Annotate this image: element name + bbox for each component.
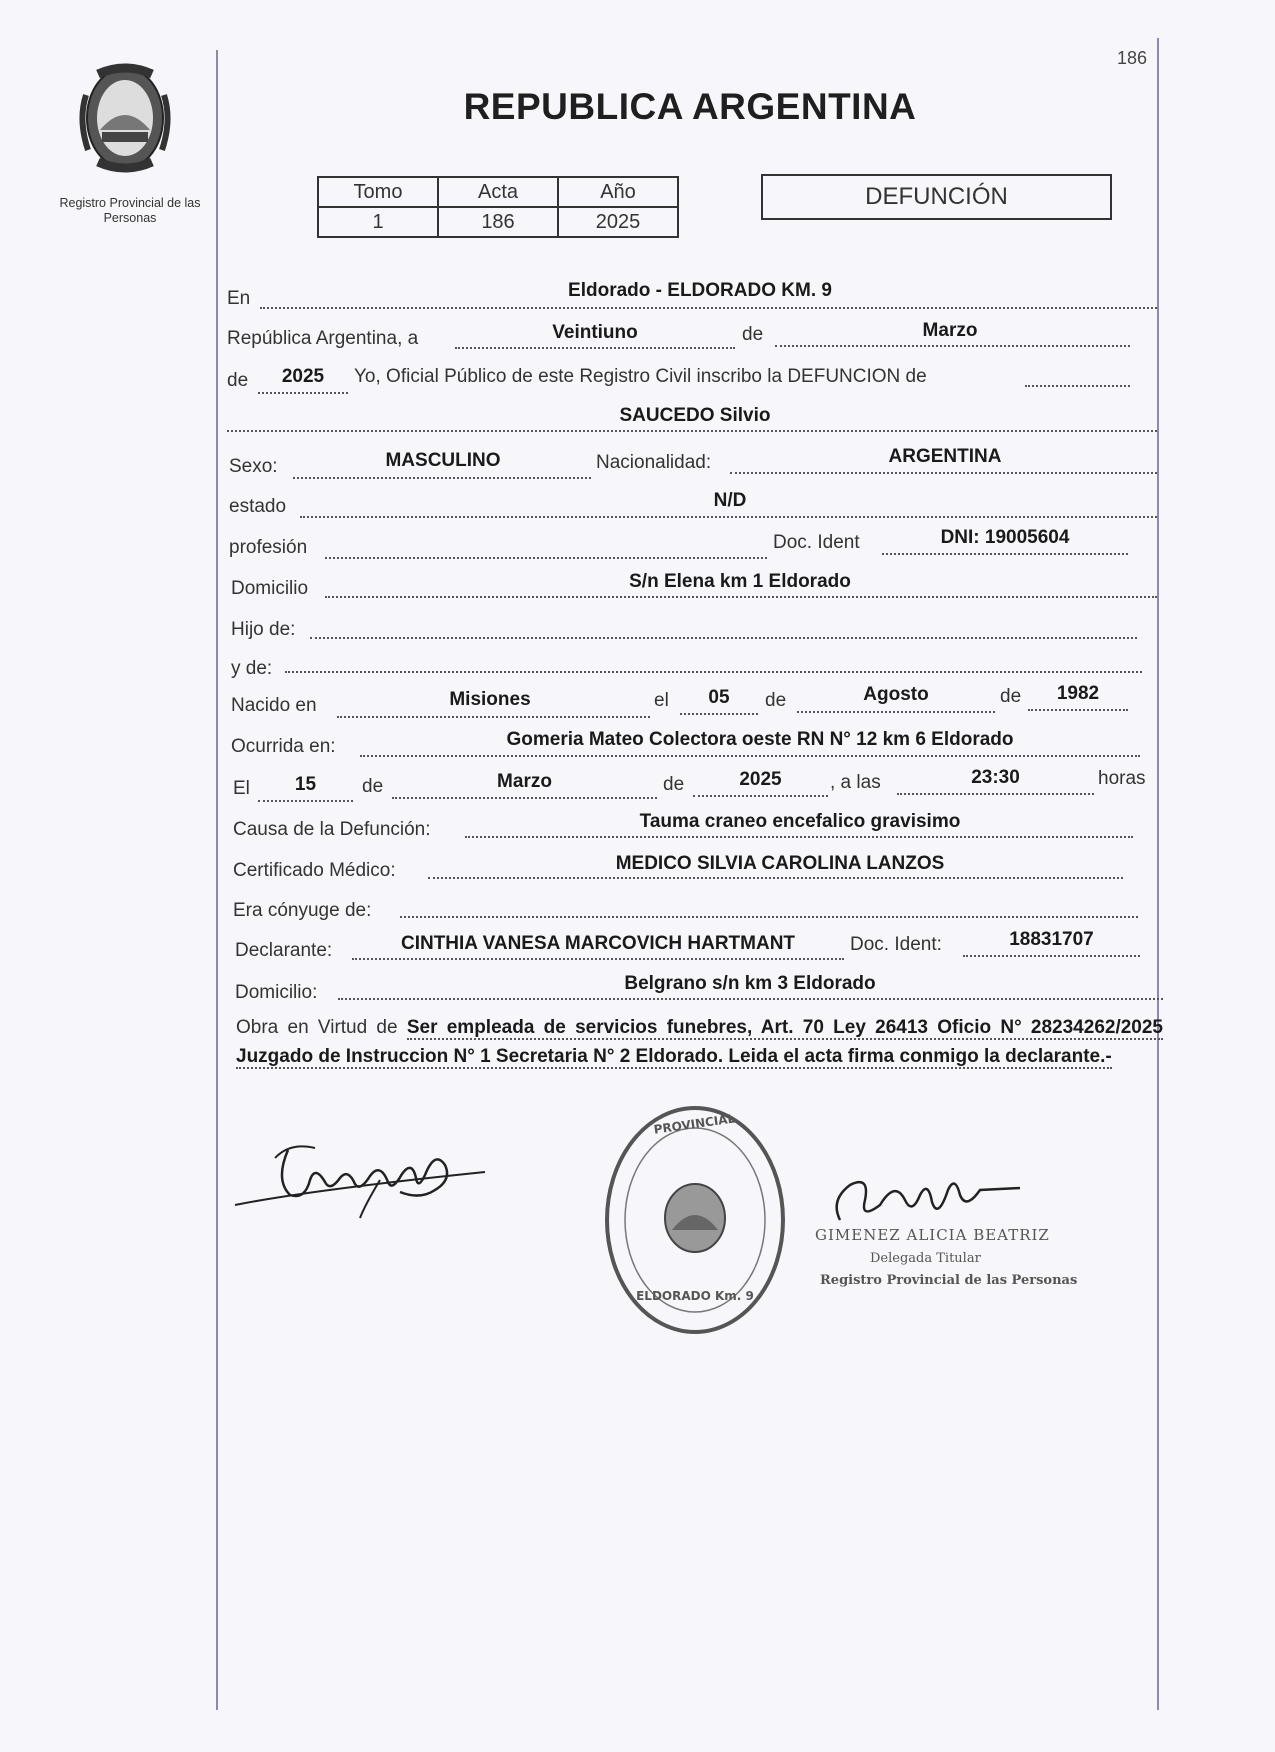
death-month-value: Marzo bbox=[497, 771, 552, 792]
birth-month-dotted-line bbox=[797, 711, 995, 713]
declarante-dotted-line bbox=[352, 958, 844, 960]
el2-label: El bbox=[233, 778, 250, 799]
obra-label: Obra en Virtud de bbox=[236, 1017, 398, 1038]
name-dotted-line bbox=[227, 430, 1157, 432]
horas-label: horas bbox=[1098, 768, 1146, 789]
month-dotted-line bbox=[775, 345, 1130, 347]
causa-value: Tauma craneo encefalico gravisimo bbox=[639, 811, 961, 832]
page-number: 186 bbox=[1117, 48, 1148, 68]
death-day-dotted-line bbox=[258, 800, 353, 802]
declarante-doc-dotted-line bbox=[963, 955, 1140, 957]
acta-value: 186 bbox=[438, 207, 558, 237]
domicilio2-label: Domicilio: bbox=[235, 982, 318, 1003]
sexo-label: Sexo: bbox=[229, 456, 278, 477]
de5-label: de bbox=[362, 776, 384, 797]
year-dotted-line bbox=[258, 392, 348, 394]
nacido-en-dotted-line bbox=[337, 716, 650, 718]
y-de-dotted-line bbox=[285, 671, 1142, 673]
sexo-dotted-line bbox=[293, 477, 591, 479]
conyuge-label: Era cónyuge de: bbox=[233, 900, 372, 921]
svg-text:ELDORADO Km. 9: ELDORADO Km. 9 bbox=[636, 1289, 754, 1303]
declarant-signature bbox=[230, 1120, 500, 1220]
de4-label: de bbox=[1000, 686, 1022, 707]
causa-dotted-line bbox=[465, 836, 1133, 838]
declarante-domicilio-value: Belgrano s/n km 3 Eldorado bbox=[624, 973, 876, 994]
estado-value: N/D bbox=[713, 490, 747, 511]
month-value: Marzo bbox=[922, 320, 978, 341]
nacido-en-value: Misiones bbox=[449, 689, 531, 710]
yo-text: Yo, Oficial Público de este Registro Civil inscribo la DEFUNCION de bbox=[354, 366, 927, 387]
a-las-label: , a las bbox=[830, 772, 881, 793]
nacionalidad-label: Nacionalidad: bbox=[596, 452, 712, 473]
domicilio-dotted-line bbox=[325, 596, 1157, 598]
country-title: REPUBLICA ARGENTINA bbox=[463, 86, 917, 127]
right-margin-rule bbox=[1157, 38, 1159, 1710]
doc-ident-value: DNI: 19005604 bbox=[940, 527, 1070, 548]
declarante-label: Declarante: bbox=[235, 940, 333, 961]
declarante-domicilio-dotted-line bbox=[338, 998, 1163, 1000]
obra-en-virtud-paragraph bbox=[236, 1013, 1163, 1071]
de2-label: de bbox=[227, 370, 249, 391]
agency-name: Registro Provincial de las Personas bbox=[59, 196, 201, 225]
hijo-de-label: Hijo de: bbox=[231, 619, 296, 640]
certificado-value: MEDICO SILVIA CAROLINA LANZOS bbox=[615, 853, 945, 874]
obra-text: Ser empleada de servicios funebres, Art. 70 Ley 26413 Oficio N° 28234262/2025 Juzgado de Instruccion N° 1 Secretaria N° 2 Eldorado. Leida el acta firma conmigo la declarante.- bbox=[236, 1017, 1164, 1067]
day-words-value: Veintiuno bbox=[552, 322, 638, 343]
year-value: 2025 bbox=[281, 366, 325, 387]
y-de-label: y de: bbox=[231, 658, 273, 679]
death-year-value: 2025 bbox=[739, 769, 782, 790]
ocurrida-dotted-line bbox=[360, 755, 1140, 757]
tomo-value: 1 bbox=[318, 207, 438, 237]
official-signature bbox=[820, 1160, 1030, 1230]
tomo-acta-ano-table bbox=[317, 176, 679, 238]
profesion-label: profesión bbox=[229, 537, 308, 558]
acta-header: Acta bbox=[438, 177, 558, 207]
de-label: de bbox=[742, 324, 764, 345]
birth-year-value: 1982 bbox=[1056, 683, 1100, 704]
nacionalidad-value: ARGENTINA bbox=[888, 446, 1002, 467]
certificado-label: Certificado Médico: bbox=[233, 860, 396, 881]
left-margin-rule bbox=[216, 50, 218, 1710]
ano-value: 2025 bbox=[558, 207, 678, 237]
death-time-dotted-line bbox=[897, 793, 1094, 795]
province-coat-of-arms-logo bbox=[70, 60, 180, 180]
death-time-value: 23:30 bbox=[971, 767, 1020, 788]
deceased-name-value: SAUCEDO Silvio bbox=[619, 405, 771, 426]
estado-label: estado bbox=[229, 496, 287, 517]
de3-label: de bbox=[765, 690, 787, 711]
certificado-dotted-line bbox=[428, 877, 1123, 879]
el-label: el bbox=[654, 690, 669, 711]
de6-label: de bbox=[663, 774, 685, 795]
estado-dotted-line bbox=[300, 516, 1157, 518]
causa-label: Causa de la Defunción: bbox=[233, 819, 431, 840]
official-name: GIMENEZ ALICIA BEATRIZ bbox=[815, 1226, 1050, 1244]
en-label: En bbox=[227, 288, 251, 309]
place-dotted-line bbox=[260, 307, 1157, 309]
nacionalidad-dotted-line bbox=[730, 472, 1157, 474]
official-role: Delegada Titular bbox=[870, 1251, 981, 1266]
conyuge-dotted-line bbox=[400, 916, 1138, 918]
declarante-value: CINTHIA VANESA MARCOVICH HARTMANT bbox=[400, 933, 796, 954]
republica-label: República Argentina, a bbox=[227, 328, 419, 349]
registry-official-seal bbox=[600, 1100, 790, 1340]
ocurrida-label: Ocurrida en: bbox=[231, 736, 336, 757]
ocurrida-value: Gomeria Mateo Colectora oeste RN N° 12 km 6 Eldorado bbox=[506, 729, 1014, 750]
birth-year-dotted-line bbox=[1028, 709, 1128, 711]
official-agency: Registro Provincial de las Personas bbox=[820, 1273, 1078, 1288]
profesion-dotted-line bbox=[325, 557, 767, 559]
death-day-value: 15 bbox=[294, 774, 317, 795]
place-value: Eldorado - ELDORADO KM. 9 bbox=[568, 280, 832, 301]
domicilio-value: S/n Elena km 1 Eldorado bbox=[629, 571, 851, 592]
death-month-dotted-line bbox=[392, 797, 657, 799]
svg-text:PROVINCIAL: PROVINCIAL bbox=[652, 1111, 736, 1137]
doc-ident2-label: Doc. Ident: bbox=[850, 934, 942, 955]
birth-month-value: Agosto bbox=[863, 684, 929, 705]
yo-dotted-line bbox=[1025, 385, 1130, 387]
hijo-de-dotted-line bbox=[310, 637, 1137, 639]
birth-day-dotted-line bbox=[680, 713, 758, 715]
record-type-box: DEFUNCIÓN bbox=[761, 174, 1112, 220]
day-dotted-line bbox=[455, 347, 735, 349]
nacido-en-label: Nacido en bbox=[231, 695, 317, 716]
doc-ident-label: Doc. Ident bbox=[773, 532, 860, 553]
domicilio-label: Domicilio bbox=[231, 578, 309, 599]
doc-ident-dotted-line bbox=[882, 553, 1128, 555]
birth-day-value: 05 bbox=[708, 687, 730, 708]
death-year-dotted-line bbox=[693, 795, 828, 797]
ano-header: Año bbox=[558, 177, 678, 207]
tomo-header: Tomo bbox=[318, 177, 438, 207]
sexo-value: MASCULINO bbox=[385, 450, 501, 471]
declarante-doc-value: 18831707 bbox=[1009, 929, 1094, 950]
